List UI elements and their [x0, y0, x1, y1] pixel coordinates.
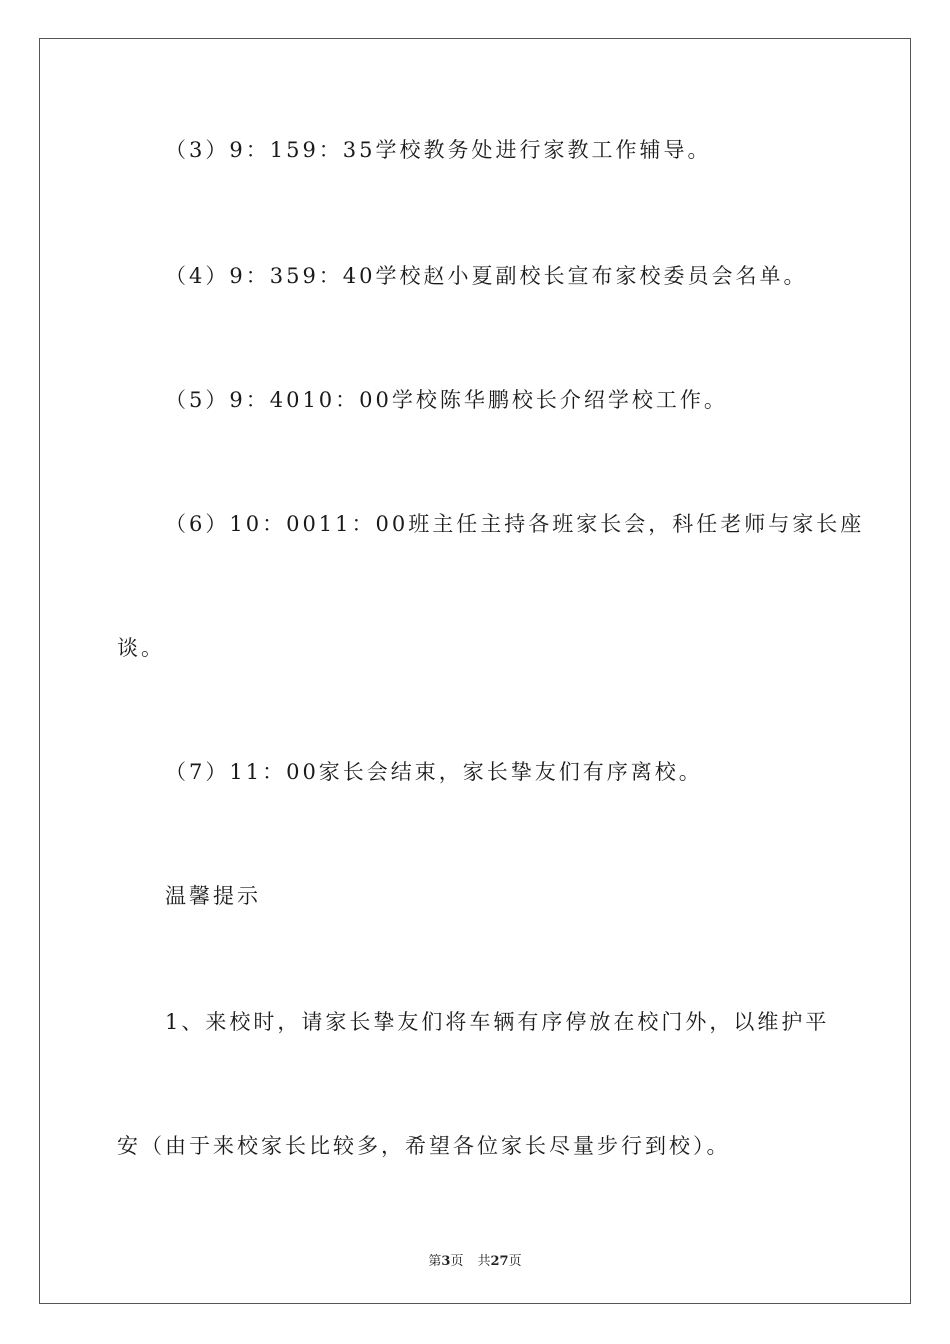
tip-item-1: 1、来校时，请家长挚友们将车辆有序停放在校门外，以维护平: [165, 1010, 830, 1034]
page-number: 3: [441, 1254, 451, 1269]
page-prefix: 第: [428, 1254, 442, 1269]
total-pages: 27: [490, 1254, 509, 1269]
schedule-item-7: （7）11：00家长会结束，家长挚友们有序离校。: [165, 760, 703, 784]
page-suffix: 页: [450, 1254, 464, 1269]
section-heading-tips: 温馨提示: [165, 884, 261, 908]
page-footer: [0, 1250, 950, 1269]
page-border: [39, 38, 911, 1304]
schedule-item-4: （4）9：359：40学校赵小夏副校长宣布家校委员会名单。: [165, 264, 808, 288]
tip-item-1-continued: 安（由于来校家长比较多，希望各位家长尽量步行到校）。: [117, 1134, 731, 1158]
schedule-item-6: （6）10：0011：00班主任主持各班家长会，科任老师与家长座: [165, 512, 865, 536]
total-prefix: 共: [477, 1254, 491, 1269]
schedule-item-5: （5）9：4010：00学校陈华鹏校长介绍学校工作。: [165, 388, 728, 412]
total-suffix: 页: [508, 1254, 522, 1269]
schedule-item-3: （3）9：159：35学校教务处进行家教工作辅导。: [165, 138, 712, 162]
schedule-item-6-continued: 谈。: [117, 636, 165, 660]
